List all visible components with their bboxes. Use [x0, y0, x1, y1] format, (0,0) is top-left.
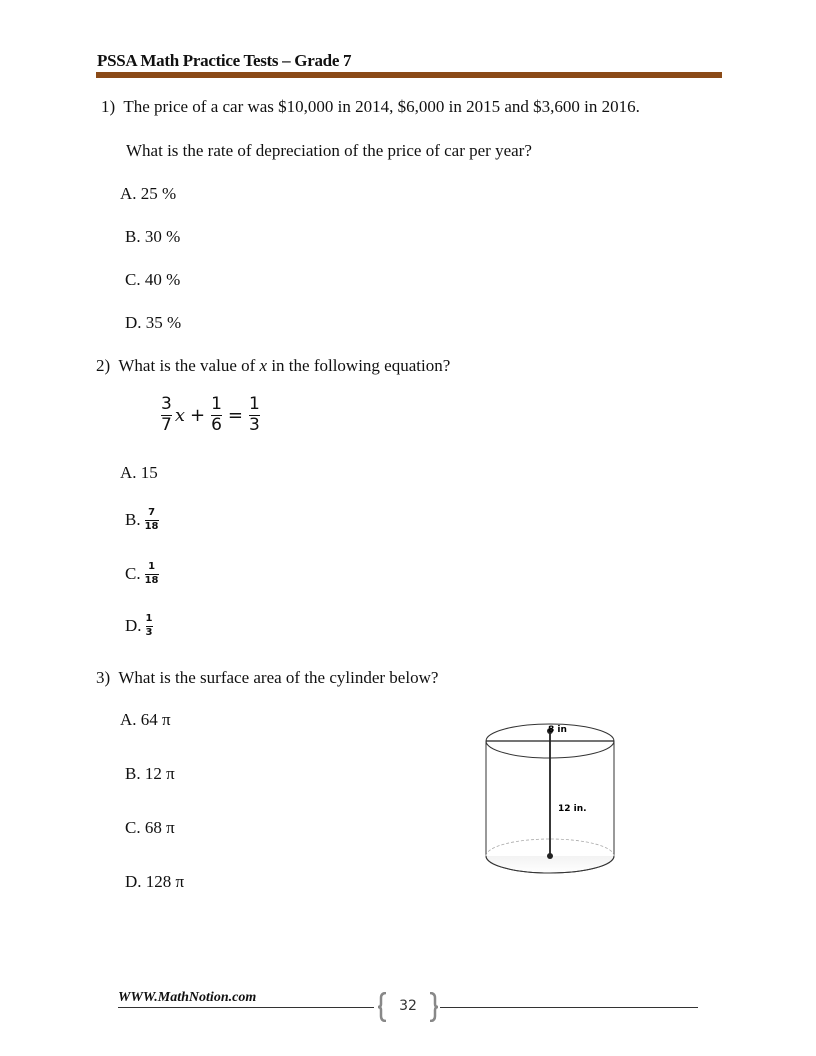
option-value: 12 π [144, 764, 175, 783]
option-letter: C. [125, 818, 141, 837]
question-3-number: 3) [96, 668, 111, 687]
question-3-option-b[interactable] [125, 764, 175, 784]
option-fraction [145, 562, 159, 586]
fraction-denominator: 3 [249, 414, 260, 435]
fraction-denominator: 18 [144, 520, 159, 532]
question-2-option-c[interactable] [125, 562, 159, 586]
equation-equals: = [227, 404, 243, 426]
question-1-option-c[interactable] [125, 270, 180, 290]
question-2-text-before: What is the value of [118, 356, 260, 375]
question-3-option-c[interactable] [125, 818, 175, 838]
fraction-denominator: 18 [144, 574, 159, 586]
question-1-number: 1) [101, 97, 116, 116]
cylinder-diameter-label: 8 in [548, 725, 567, 735]
fraction-denominator: 7 [161, 414, 172, 435]
question-3-stem [96, 668, 438, 688]
fraction-numerator: 7 [148, 507, 156, 518]
option-letter: D. [125, 616, 142, 635]
option-value: 30 % [144, 227, 181, 246]
question-3-text: What is the surface area of the cylinder below? [118, 668, 439, 687]
question-2-stem [96, 356, 450, 376]
option-value: 25 % [140, 184, 177, 203]
option-letter: C. [125, 270, 141, 289]
question-3-option-d[interactable] [125, 872, 184, 892]
option-fraction [145, 508, 159, 532]
question-3-option-a[interactable] [120, 710, 171, 730]
footer-website: WWW.MathNotion.com [118, 990, 257, 1005]
footer-rule-left [118, 1007, 374, 1008]
option-letter: B. [125, 227, 141, 246]
fraction-numerator: 1 [249, 394, 260, 414]
option-letter: A. [120, 710, 137, 729]
option-value: 35 % [145, 313, 182, 332]
question-2-number: 2) [96, 356, 111, 375]
question-2-equation [160, 396, 261, 435]
option-letter: B. [125, 764, 141, 783]
option-letter: B. [125, 510, 141, 529]
option-value: 40 % [144, 270, 181, 289]
page-header-title: PSSA Math Practice Tests – Grade 7 [97, 51, 352, 70]
option-value: 68 π [144, 818, 175, 837]
option-letter: A. [120, 184, 137, 203]
page-number-box [378, 992, 438, 1022]
fraction-numerator: 1 [148, 561, 156, 572]
option-value: 15 [140, 463, 158, 482]
cylinder-figure [478, 714, 623, 884]
option-letter: A. [120, 463, 137, 482]
cylinder-bottom-point [547, 853, 553, 859]
equation-variable: x [174, 404, 185, 426]
equation-fraction-1 [160, 396, 173, 435]
option-letter: C. [125, 564, 141, 583]
question-2-variable: x [259, 356, 268, 375]
question-2-option-d[interactable] [125, 614, 153, 638]
question-1-option-b[interactable] [125, 227, 180, 247]
option-letter: D. [125, 872, 142, 891]
fraction-numerator: 1 [145, 613, 153, 624]
option-value: 128 π [145, 872, 185, 891]
equation-plus: + [189, 404, 206, 426]
question-1-option-d[interactable] [125, 313, 181, 333]
page-number: 32 [399, 998, 417, 1014]
question-2-option-b[interactable] [125, 508, 159, 532]
fraction-denominator: 3 [145, 626, 153, 638]
fraction-denominator: 6 [211, 414, 222, 435]
question-1-option-a[interactable] [120, 184, 176, 204]
option-fraction [146, 614, 153, 638]
header-rule [96, 72, 722, 78]
equation-fraction-2 [210, 396, 223, 435]
question-2-option-a[interactable] [120, 463, 158, 483]
question-1-text2: What is the rate of depreciation of the price of car per year? [126, 141, 532, 160]
equation-fraction-3 [248, 396, 261, 435]
question-1-stem [101, 97, 640, 117]
cylinder-height-label: 12 in. [558, 804, 587, 814]
question-1-text: The price of a car was $10,000 in 2014, $6,000 in 2015 and $3,600 in 2016. [123, 97, 640, 116]
footer-rule-right [440, 1007, 698, 1008]
question-2-text-after: in the following equation? [267, 356, 451, 375]
option-letter: D. [125, 313, 142, 332]
fraction-numerator: 3 [161, 394, 172, 414]
fraction-numerator: 1 [211, 394, 222, 414]
option-value: 64 π [140, 710, 171, 729]
